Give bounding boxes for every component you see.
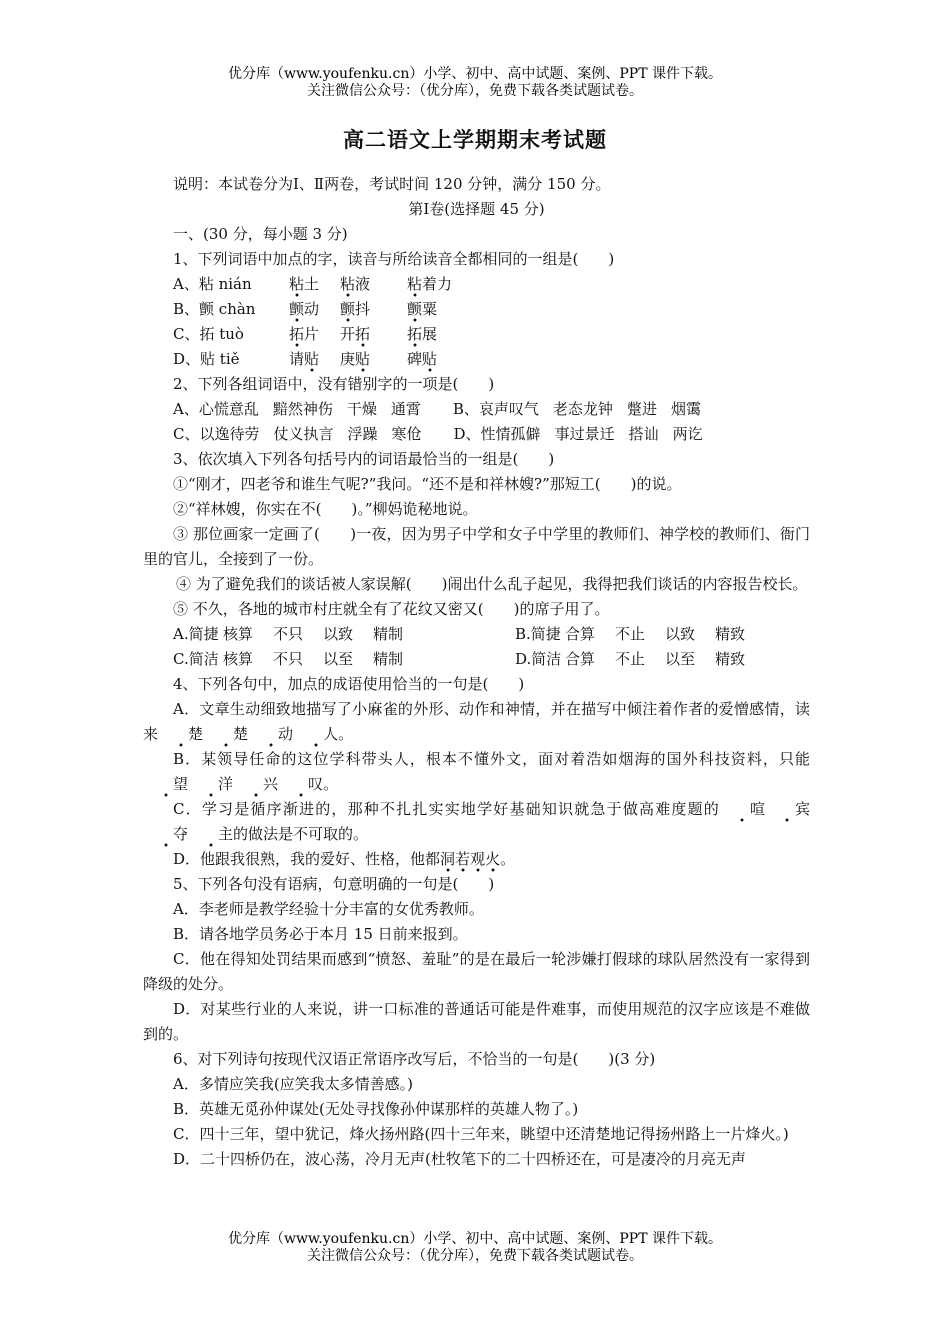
document-title: 高二语文上学期期末考试题	[343, 128, 607, 152]
option-word: 搭讪	[628, 425, 659, 443]
question-5-option-b: B．请各地学员务必于本月 15 日前来报到。	[173, 925, 468, 943]
option-word: 蹩进	[626, 400, 657, 418]
question-6-option-d: D．二十四桥仍在，波心荡，冷月无声(杜牧笔下的二十四桥还在，可是凄冷的月亮无声	[173, 1150, 746, 1168]
exam-instructions: 说明：本试卷分为Ⅰ、Ⅱ两卷，考试时间 120 分钟，满分 150 分。	[173, 175, 611, 193]
dotted-char: 夺	[143, 827, 188, 847]
word-rest: 粟	[422, 300, 438, 318]
question-5-stem: 5、下列各句没有语病，句意明确的一句是( )	[173, 875, 495, 893]
dotted-char: 人	[293, 727, 338, 747]
question-1-option-d	[143, 347, 810, 372]
dotted-char: 粘	[289, 277, 304, 297]
option-text: 。	[500, 850, 516, 868]
question-1-option-c	[143, 322, 810, 347]
option-word: 事过景迁	[554, 425, 615, 443]
option-word: 不只	[273, 625, 304, 643]
option-word: 不止	[615, 625, 646, 643]
option-text: B．某领导任命的这位学科带头人，根本不懂外文，面对着浩如烟海的国外科技资料，只能	[173, 750, 810, 768]
dotted-char: 叹	[278, 777, 323, 797]
header-line-1: 优分库（www.youfenku.cn）小学、初中、高中试题、案例、PPT 课件下载。	[227, 66, 722, 82]
option-word: 以至	[323, 650, 354, 668]
dotted-char: 观	[470, 852, 485, 872]
footer-line-1: 优分库（www.youfenku.cn）小学、初中、高中试题、案例、PPT 课件下载。	[227, 1231, 722, 1247]
option-word: 合算	[565, 625, 596, 643]
option-label: D、贴 tiě	[173, 350, 240, 368]
word-rest: 动	[304, 300, 320, 318]
option-word: A.简捷	[173, 625, 219, 643]
dotted-char: 贴	[422, 352, 437, 372]
dotted-char: 火	[485, 852, 500, 872]
dotted-char: 拓	[407, 327, 422, 347]
question-6-option-a: A．多情应笑我(应笑我太多情善感。)	[173, 1075, 414, 1093]
question-3-sentence-5: ⑤ 不久，各地的城市村庄就全有了花纹又密又( )的席子用了。	[173, 600, 610, 618]
dotted-char: 洋	[188, 777, 233, 797]
option-word: 浮躁	[347, 425, 378, 443]
option-word: D.简洁	[515, 650, 562, 668]
dotted-char: 颤	[289, 302, 304, 322]
question-3-sentence-3: ③ 那位画家一定画了( )一夜，因为男子中学和女子中学里的教师们、神学校的教师们、衙门里的官儿，全接到了一份。	[143, 525, 810, 568]
option-text: C．学习是循序渐进的，那种不扎扎实实地学好基础知识就急于做高难度题的	[173, 800, 720, 818]
dotted-char: 主	[188, 827, 233, 847]
dotted-char: 粘	[407, 277, 422, 297]
dotted-char: 楚	[203, 727, 248, 747]
word-rest: 请	[289, 350, 305, 368]
question-6-option-c: C．四十三年，望中犹记，烽火扬州路(四十三年来，眺望中还清楚地记得扬州路上一片烽火。)	[173, 1125, 789, 1143]
word-rest: 展	[422, 325, 438, 343]
dotted-char: 拓	[355, 327, 370, 347]
option-word: 干燥	[346, 400, 377, 418]
section-1-heading: 一、(30 分，每小题 3 分)	[173, 225, 348, 243]
option-word: A、心慌意乱	[173, 400, 259, 418]
question-4-option-c	[143, 797, 810, 847]
option-word: 核算	[223, 650, 254, 668]
question-3-sentence-4: ④ 为了避免我们的谈话被人家误解( )闹出什么乱子起见，我得把我们谈话的内容报告校长。	[176, 575, 808, 593]
option-word: 黯然神伤	[272, 400, 333, 418]
question-3-sentence-1: ①“刚才，四老爷和谁生气呢?”我问。“还不是和祥林嫂?”那短工( )的说。	[173, 475, 682, 493]
footer-line-2: 关注微信公众号：（优分库），免费下载各类试题试卷。	[307, 1248, 643, 1264]
option-word: 精致	[715, 650, 746, 668]
option-word: 精制	[373, 625, 404, 643]
dotted-char: 楚	[158, 727, 203, 747]
option-text: 的做法是不可取的。	[233, 825, 369, 843]
option-word: 核算	[223, 625, 254, 643]
question-1-option-a	[143, 272, 810, 297]
dotted-char: 拓	[289, 327, 304, 347]
option-word: 仗义执言	[273, 425, 334, 443]
dotted-char: 粘	[340, 277, 355, 297]
question-6-option-b: B．英雄无觅孙仲谋处(无处寻找像孙仲谋那样的英雄人物了。)	[173, 1100, 579, 1118]
option-label: C、拓 tuò	[173, 325, 244, 343]
option-word: 精制	[373, 650, 404, 668]
question-3-options-ab	[143, 622, 810, 647]
dotted-char: 洞	[440, 852, 455, 872]
dotted-char: 动	[248, 727, 293, 747]
word-rest: 土	[304, 275, 320, 293]
option-word: B.简捷	[515, 625, 561, 643]
option-text: 。	[323, 775, 339, 793]
word-rest: 开	[340, 325, 356, 343]
option-text: A．文章生动细致地描写了小麻雀的外形、动作和神情，并在描写中倾注着作者的爱憎感情，读来	[143, 700, 810, 743]
question-3-sentence-2: ②“祥林嫂，你实在不( )。”柳妈诡秘地说。	[173, 500, 478, 518]
option-word: 以致	[323, 625, 354, 643]
question-4-option-d	[143, 847, 810, 872]
option-word: 烟霭	[670, 400, 701, 418]
part-1-title: 第Ⅰ卷(选择题 45 分)	[408, 200, 545, 218]
word-rest: 庚	[340, 350, 356, 368]
option-word: D、性情孤僻	[453, 425, 541, 443]
option-word: 不只	[273, 650, 304, 668]
option-word: C.简洁	[173, 650, 219, 668]
option-word: 寒伧	[391, 425, 422, 443]
question-4-option-a	[143, 697, 810, 747]
dotted-char: 望	[143, 777, 188, 797]
document-body	[143, 172, 810, 1172]
dotted-char: 宾	[765, 802, 810, 822]
header-line-2: 关注微信公众号：（优分库），免费下载各类试题试卷。	[307, 83, 643, 99]
question-3-options-cd	[143, 647, 810, 672]
dotted-char: 贴	[355, 352, 370, 372]
dotted-char: 颤	[407, 302, 422, 322]
word-rest: 抖	[355, 300, 371, 318]
question-4-stem: 4、下列各句中，加点的成语使用恰当的一句是( )	[173, 675, 525, 693]
dotted-char: 若	[455, 852, 470, 872]
option-word: B、哀声叹气	[452, 400, 539, 418]
option-word: 以至	[665, 650, 696, 668]
question-2-stem: 2、下列各组词语中，没有错别字的一项是( )	[173, 375, 495, 393]
option-word: 老态龙钟	[552, 400, 613, 418]
option-word: 通霄	[390, 400, 421, 418]
question-1-option-b	[143, 297, 810, 322]
question-3-stem: 3、依次填入下列各句括号内的词语最恰当的一组是( )	[173, 450, 555, 468]
option-word: 合算	[565, 650, 596, 668]
option-word: C、以逸待劳	[173, 425, 260, 443]
question-5-option-a: A．李老师是教学经验十分丰富的女优秀教师。	[173, 900, 484, 918]
word-rest: 碑	[407, 350, 423, 368]
dotted-char: 兴	[233, 777, 278, 797]
option-word: 以致	[665, 625, 696, 643]
question-4-option-b	[143, 747, 810, 797]
page-header	[0, 66, 950, 100]
question-2-row-2	[143, 422, 810, 447]
question-5-option-d: D．对某些行业的人来说，讲一口标准的普通话可能是件难事，而使用规范的汉字应该是不难做到的。	[143, 1000, 810, 1043]
option-text: D．他跟我很熟，我的爱好、性格，他都	[173, 850, 441, 868]
page-footer	[0, 1231, 950, 1265]
option-label: B、颤 chàn	[173, 300, 256, 318]
option-word: 两讫	[672, 425, 703, 443]
question-5-option-c: C．他在得知处罚结果而感到“愤怒、羞耻”的是在最后一轮涉嫌打假球的球队居然没有一家得到降级的处分。	[143, 950, 810, 993]
word-rest: 液	[355, 275, 371, 293]
question-6-stem: 6、对下列诗句按现代汉语正常语序改写后，不恰当的一句是( )(3 分)	[173, 1050, 656, 1068]
word-rest: 着力	[422, 275, 453, 293]
option-label: A、粘 nián	[173, 275, 252, 293]
dotted-char: 贴	[304, 352, 319, 372]
option-word: 不止	[615, 650, 646, 668]
dotted-char: 颤	[340, 302, 355, 322]
dotted-char: 喧	[720, 802, 765, 822]
question-2-row-1	[143, 397, 810, 422]
option-text: 。	[338, 725, 354, 743]
word-rest: 片	[304, 325, 320, 343]
option-word: 精致	[715, 625, 746, 643]
question-1-stem: 1、下列词语中加点的字，读音与所给读音全都相同的一组是( )	[173, 250, 615, 268]
